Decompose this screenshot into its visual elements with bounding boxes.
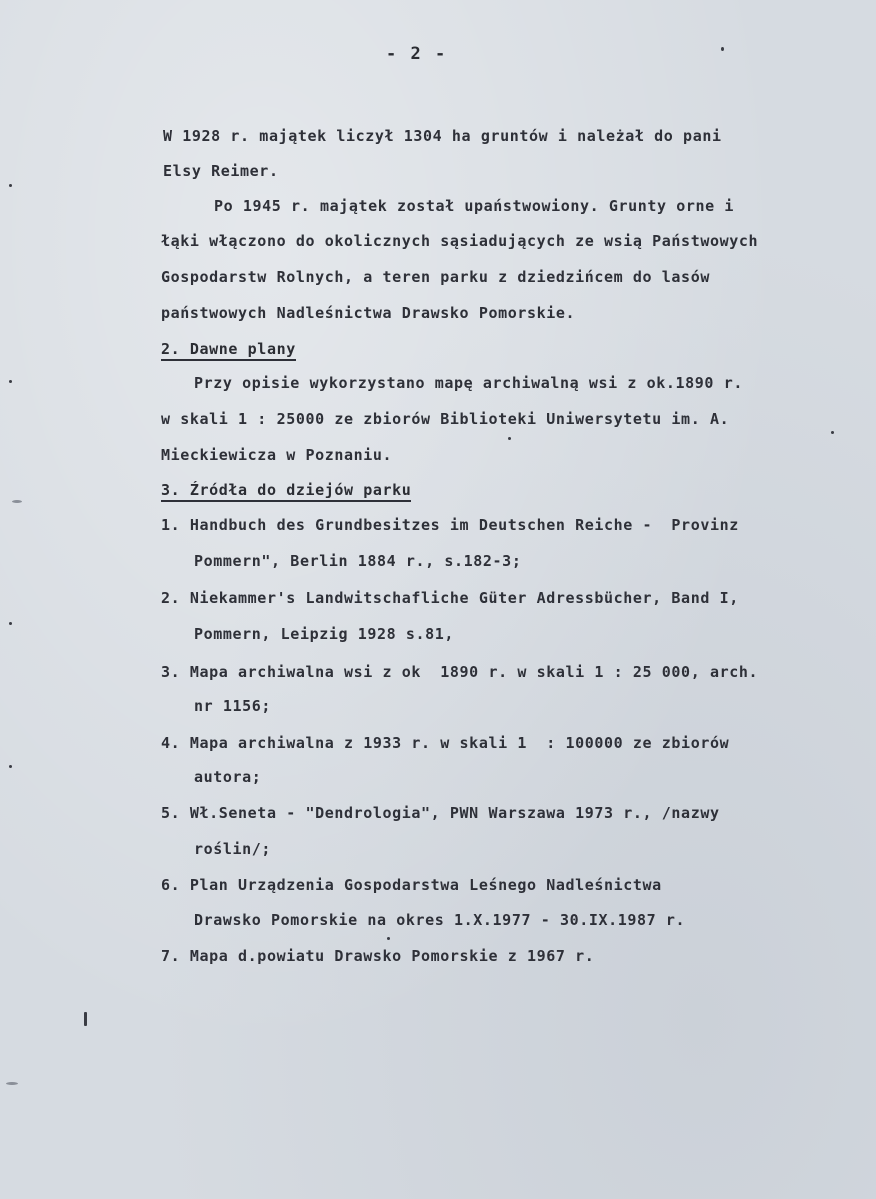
source-item-line: nr 1156; [194, 697, 272, 715]
scan-speck [387, 937, 390, 940]
paragraph-line: państwowych Nadleśnictwa Drawsko Pomorskie. [161, 304, 576, 322]
source-item-line: Drawsko Pomorskie na okres 1.X.1977 - 30.IX.1987 r. [194, 911, 686, 929]
source-item-line: 6. Plan Urządzenia Gospodarstwa Leśnego Nadleśnictwa [161, 876, 662, 894]
scan-speck [508, 437, 511, 440]
scan-speck [721, 47, 724, 51]
source-item-line: 2. Niekammer's Landwitschafliche Güter Adressbücher, Band I, [161, 589, 739, 607]
source-item-line: 7. Mapa d.powiatu Drawsko Pomorskie z 1967 r. [161, 947, 595, 965]
source-item-line: Pommern", Berlin 1884 r., s.182-3; [194, 552, 522, 570]
source-item-line: 1. Handbuch des Grundbesitzes im Deutschen Reiche - Provinz [161, 516, 739, 534]
source-item-line: autora; [194, 768, 262, 786]
page-number: - 2 - [386, 44, 448, 64]
section-heading-old-plans: 2. Dawne plany [161, 340, 296, 361]
scan-speck [12, 500, 22, 503]
source-item-line: 5. Wł.Seneta - "Dendrologia", PWN Warszawa 1973 r., /nazwy [161, 804, 720, 822]
source-item-line: Pommern, Leipzig 1928 s.81, [194, 625, 455, 643]
scan-speck [9, 765, 12, 768]
section-heading-sources: 3. Źródła do dziejów parku [161, 481, 411, 502]
scan-speck [6, 1082, 18, 1085]
section-line: w skali 1 : 25000 ze zbiorów Biblioteki Uniwersytetu im. A. [161, 410, 730, 428]
paragraph-line: Gospodarstw Rolnych, a teren parku z dziedzińcem do lasów [161, 268, 710, 286]
paragraph-line: Elsy Reimer. [163, 162, 279, 180]
source-item-line: 3. Mapa archiwalna wsi z ok 1890 r. w skali 1 : 25 000, arch. [161, 663, 759, 681]
source-item-line: roślin/; [194, 840, 272, 858]
scan-speck [9, 184, 12, 187]
scan-speck [9, 622, 12, 625]
paragraph-line: Po 1945 r. majątek został upaństwowiony. Grunty orne i [214, 197, 735, 215]
scan-speck [831, 431, 834, 434]
source-item-line: 4. Mapa archiwalna z 1933 r. w skali 1 : 100000 ze zbiorów [161, 734, 730, 752]
scan-speck [9, 380, 12, 383]
section-line: Mieckiewicza w Poznaniu. [161, 446, 393, 464]
paragraph-line: łąki włączono do okolicznych sąsiadujących ze wsią Państwowych [161, 232, 759, 250]
paragraph-line: W 1928 r. majątek liczył 1304 ha gruntów i należał do pani [163, 127, 722, 145]
scan-speck [84, 1012, 87, 1026]
section-line: Przy opisie wykorzystano mapę archiwalną wsi z ok.1890 r. [194, 374, 743, 392]
